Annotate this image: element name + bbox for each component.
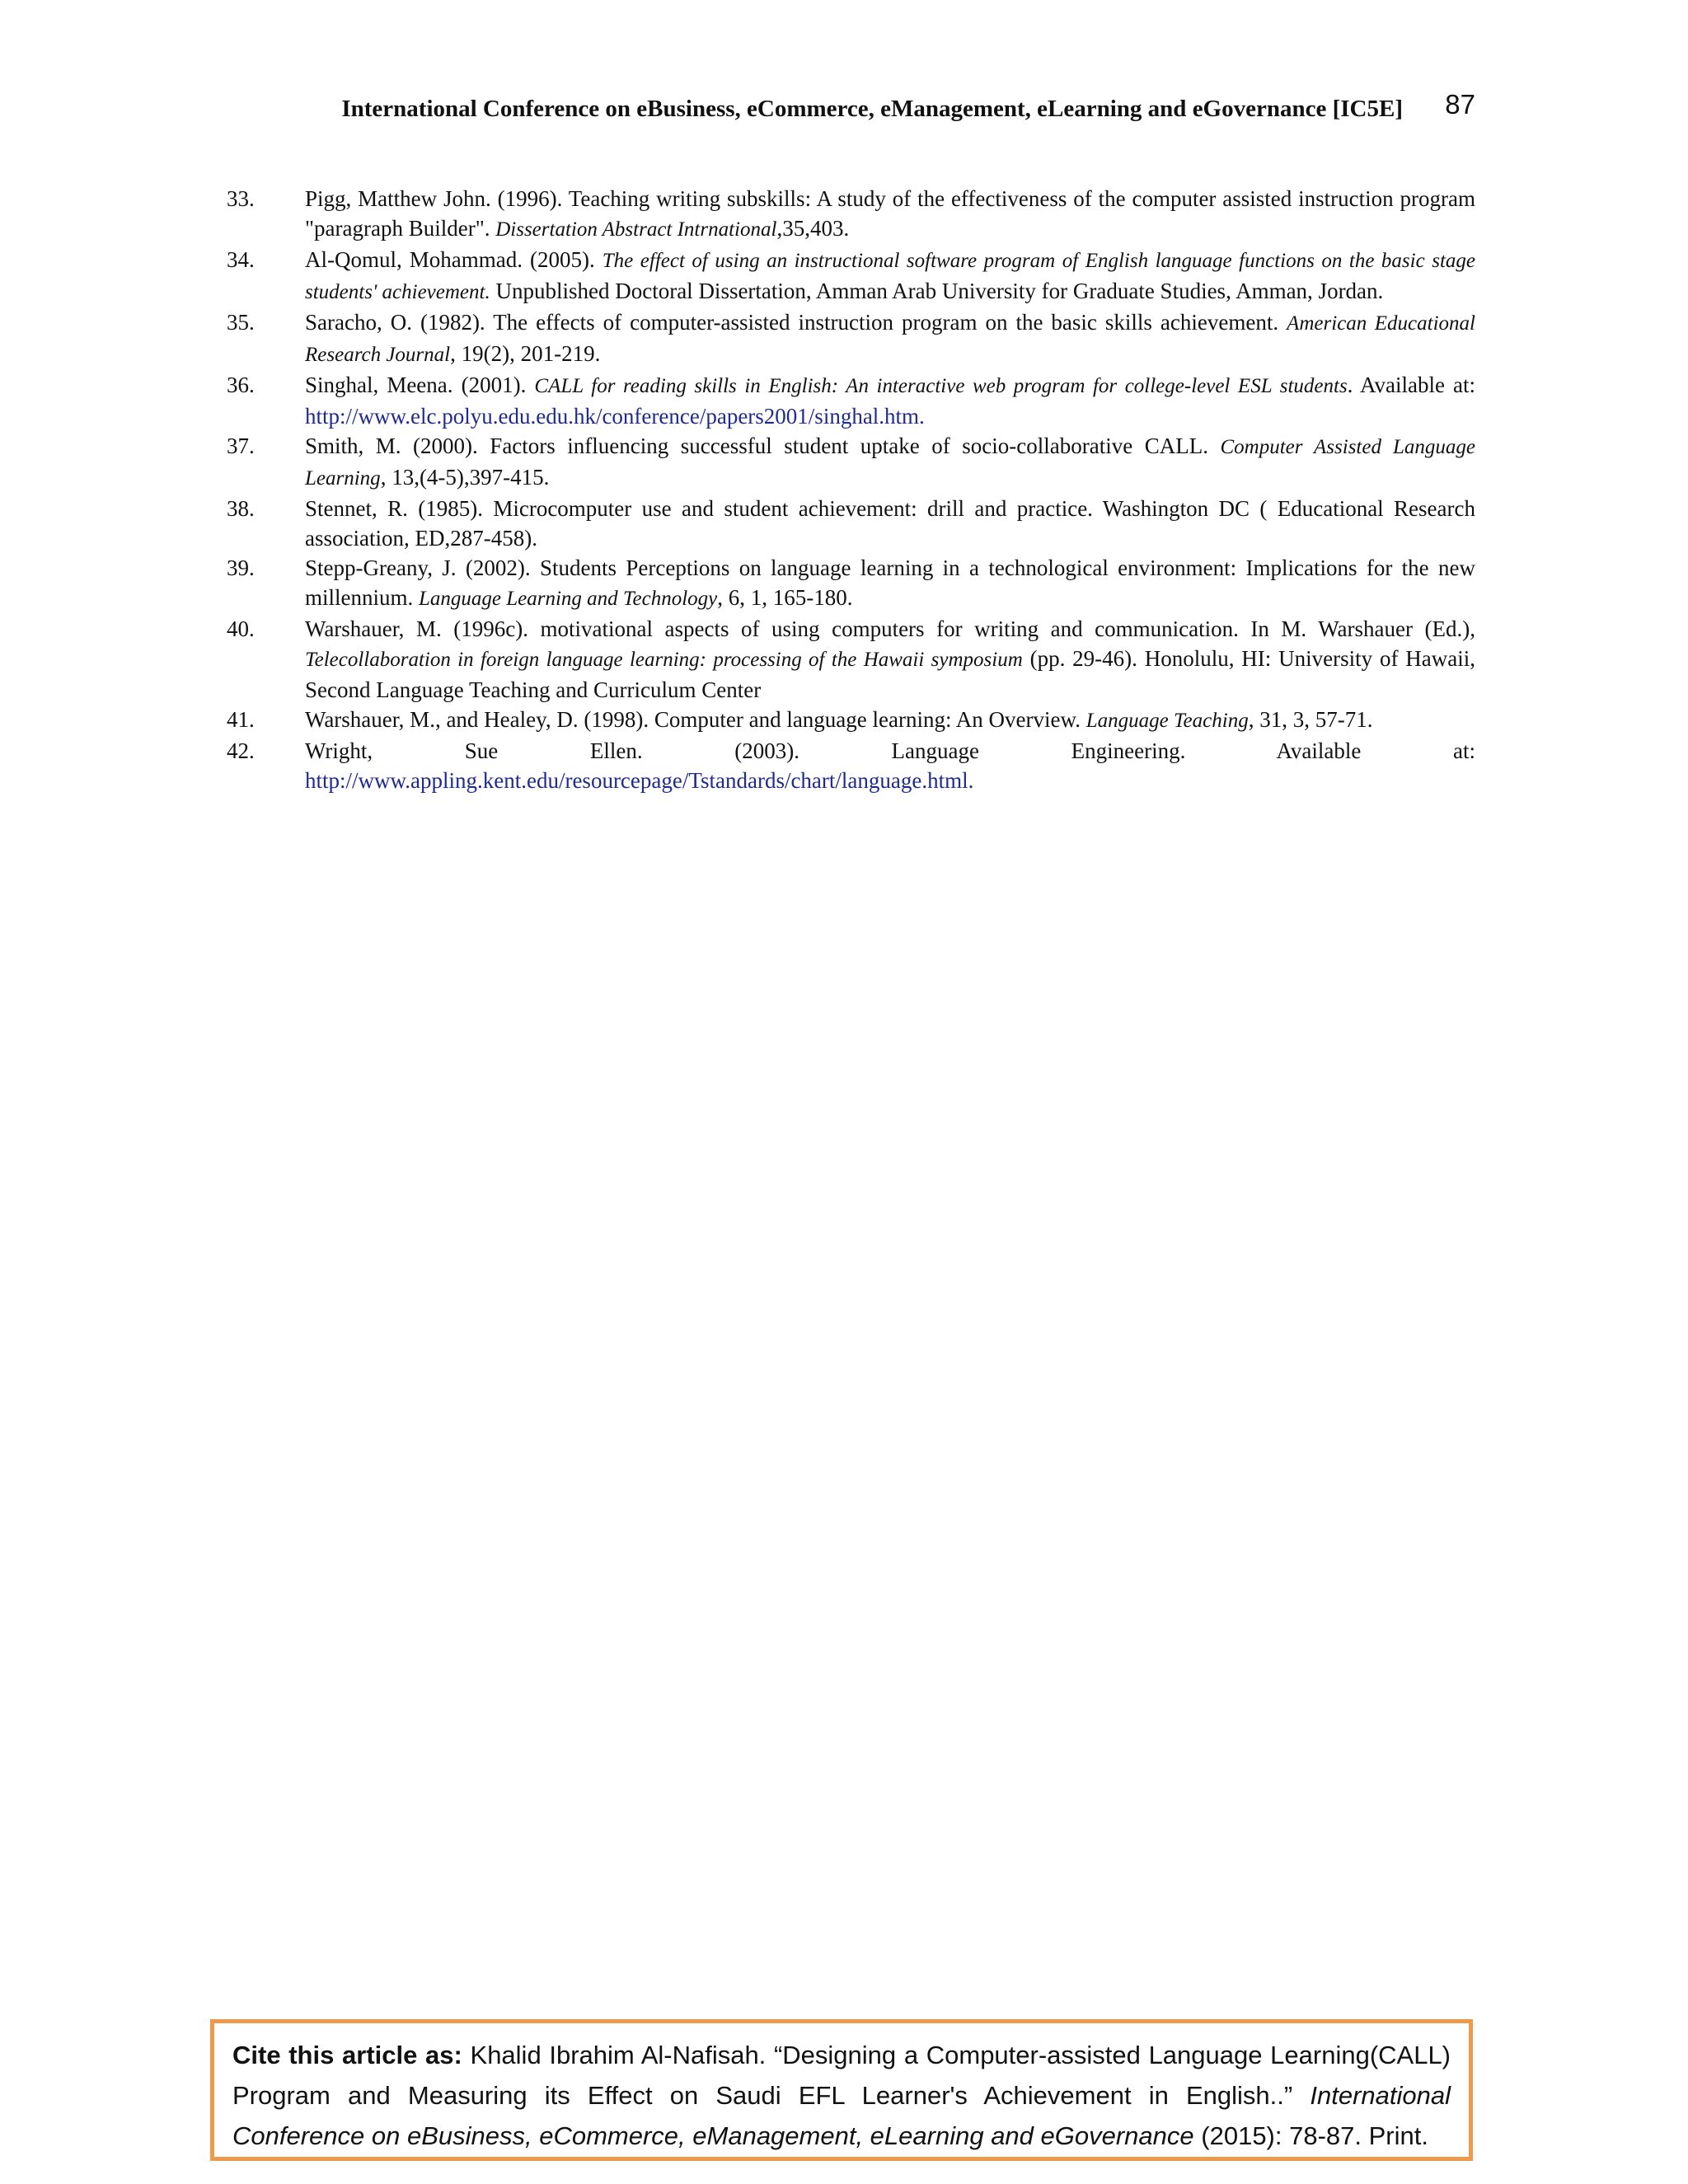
reference-item — [224, 370, 1475, 431]
citation-text: Khalid Ibrahim Al-Nafisah. “Designing a Computer-assisted Language Learning(CALL) Program and Measuring its Effect on Saudi EFL Learner's Achievement in English..” — [232, 2041, 1451, 2110]
citation-box — [210, 2019, 1473, 2161]
reference-number: 36. — [227, 373, 255, 397]
reference-details: , 19(2), 201-219. — [450, 341, 601, 366]
reference-number: 41. — [227, 707, 255, 732]
page-number: 87 — [1445, 89, 1475, 120]
reference-text: Warshauer, M., and Healey, D. (1998). Computer and language learning: An Overview. — [305, 707, 1086, 732]
reference-text: Warshauer, M. (1996c). motivational aspects of using computers for writing and communication. In M. Warshauer (Ed.), — [305, 616, 1475, 641]
page-header — [272, 89, 1475, 130]
conference-title: International Conference on eBusiness, eCommerce, eManagement, eLearning and eGovernance [IC5E] — [341, 96, 1403, 122]
reference-text: Smith, M. (2000). Factors influencing successful student uptake of socio-collaborative CALL. — [305, 434, 1221, 458]
reference-details: ,35,403. — [776, 216, 850, 241]
citation-label: Cite this article as: — [232, 2041, 462, 2069]
reference-item — [224, 494, 1475, 553]
reference-item — [224, 705, 1475, 736]
reference-source: Language Learning and Technology — [419, 588, 718, 610]
reference-url-link[interactable]: http://www.elc.polyu.edu.edu.hk/conference/papers2001/singhal.htm. — [305, 404, 925, 429]
reference-source: Language Teaching — [1085, 710, 1249, 732]
reference-source: Telecollaboration in foreign language learning: processing of the Hawaii symposium — [305, 649, 1023, 671]
reference-text: Stepp-Greany, J. (2002). Students Perceptions on language learning in a technological environment: Implications for the new millennium. — [305, 555, 1475, 610]
reference-item — [224, 307, 1475, 370]
reference-item — [224, 614, 1475, 705]
reference-source: The effect of using an instructional software program of English language functions on the basic stage students' achievement. — [305, 250, 1475, 303]
reference-details: Unpublished Doctoral Dissertation, Amman Arab University for Graduate Studies, Amman, Jordan. — [490, 279, 1384, 303]
reference-item — [224, 553, 1475, 614]
reference-number: 38. — [227, 496, 255, 521]
reference-details: , 6, 1, 165-180. — [717, 585, 853, 610]
reference-text: Saracho, O. (1982). The effects of computer-assisted instruction program on the basic skills achievement. — [305, 310, 1287, 335]
reference-source: American Educational Research Journal — [305, 312, 1475, 366]
citation-journal: International Conference on eBusiness, eCommerce, eManagement, eLearning and eGovernance — [232, 2081, 1451, 2150]
reference-number: 40. — [227, 616, 255, 641]
reference-details: (pp. 29-46). Honolulu, HI: University of Hawaii, Second Language Teaching and Curriculum Center — [305, 646, 1475, 702]
reference-item — [224, 736, 1475, 795]
reference-source: Computer Assisted Language Learning — [305, 436, 1475, 490]
reference-number: 35. — [227, 310, 255, 335]
reference-list — [224, 184, 1475, 795]
reference-text: Stennet, R. (1985). Microcomputer use and student achievement: drill and practice. Washington DC ( Educational Research association, ED,287-458). — [305, 496, 1475, 551]
reference-number: 42. — [227, 738, 255, 763]
reference-text: Singhal, Meena. (2001). — [305, 373, 535, 397]
reference-item — [224, 184, 1475, 245]
reference-details: , 13,(4-5),397-415. — [380, 465, 550, 490]
reference-number: 39. — [227, 555, 255, 580]
reference-item — [224, 245, 1475, 307]
reference-text: Pigg, Matthew John. (1996). Teaching writing subskills: A study of the effectiveness of the computer assisted instruction program "paragraph Builder". — [305, 186, 1475, 241]
reference-number: 37. — [227, 434, 255, 458]
reference-text: Al-Qomul, Mohammad. (2005). — [305, 247, 603, 272]
citation-end: (2015): 78-87. Print. — [1193, 2121, 1428, 2150]
reference-item — [224, 431, 1475, 494]
reference-number: 34. — [227, 247, 255, 272]
reference-text: Wright, Sue Ellen. (2003). Language Engineering. Available at: — [305, 738, 1475, 763]
reference-details: , 31, 3, 57-71. — [1248, 707, 1373, 732]
reference-source: CALL for reading skills in English: An interactive web program for college-level ESL students — [534, 375, 1348, 397]
reference-source: Dissertation Abstract Intrnational — [495, 218, 777, 241]
reference-number: 33. — [227, 186, 255, 211]
reference-details: . Available at: — [1347, 373, 1475, 397]
reference-url-link[interactable]: http://www.appling.kent.edu/resourcepage/Tstandards/chart/language.html. — [305, 768, 974, 793]
